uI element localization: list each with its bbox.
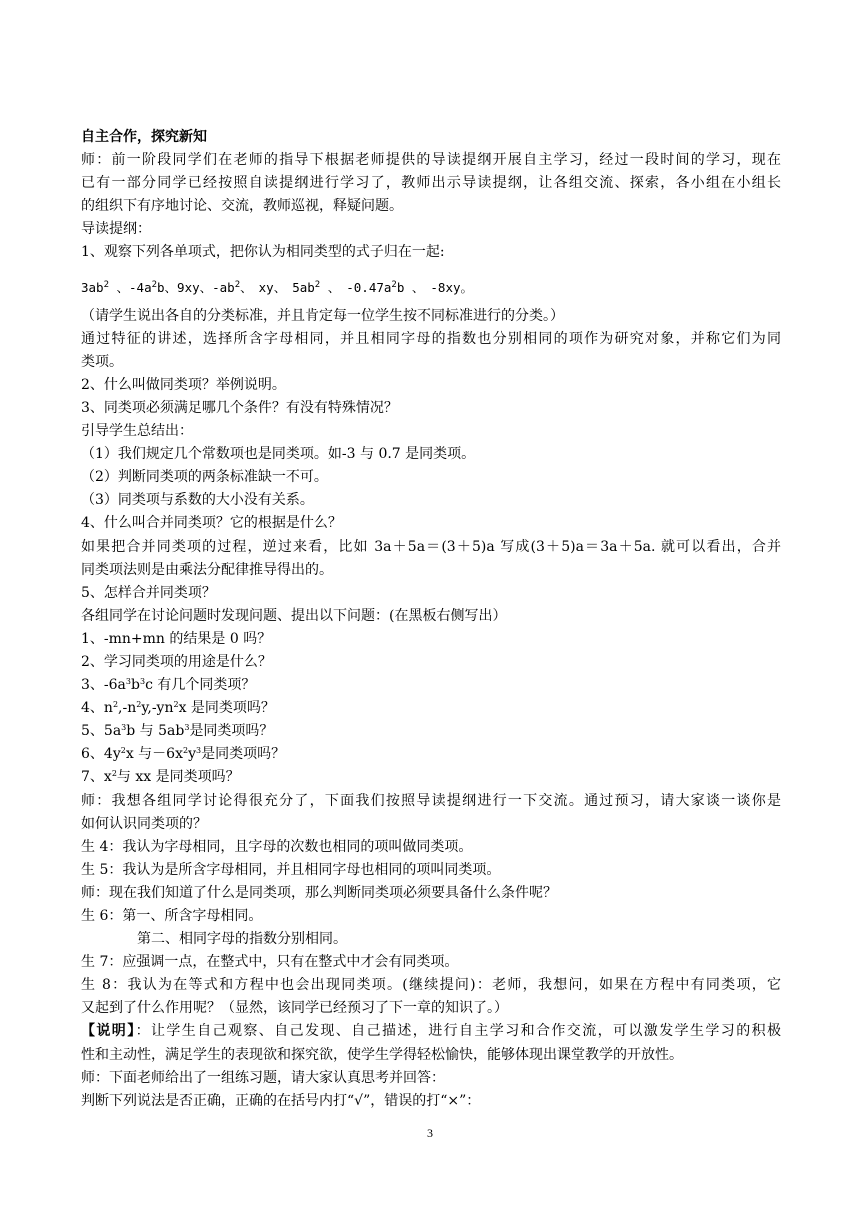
paragraph-line: 同类项法则是由乘法分配律推导得出的。 [81,561,333,578]
paragraph-line: 师：前一阶段同学们在老师的指导下根据老师提供的导读提纲开展自主学习，经过一段时间的学习，现在 [81,152,781,169]
student-6-answer-cont: 第二、相同字母的指数分别相同。 [137,931,347,948]
judge-instruction: 判断下列说法是否正确，正确的在括号内打“√”，错误的打“×”： [81,1092,481,1109]
conclusion-1: （1）我们规定几个常数项也是同类项。如-3 与 0.7 是同类项。 [81,446,476,463]
student-5-answer: 生 5：我认为是所含字母相同，并且相同字母也相同的项叫同类项。 [81,861,501,878]
monomial-list: $3ab^2$ 、$-4a^2b$、9xy、$-ab^2$、 xy、 $5ab^2$ 、 $-0.47a^2b$ 、 -8xy。 [81,279,473,295]
paragraph-line: 如果把合并同类项的过程，逆过来看，比如 3a＋5a＝(3＋5)a 写成(3＋5)a＝3a＋5a. 就可以看出，合并 [81,538,781,555]
student-4-answer: 生 4：我认为字母相同，且字母的次数也相同的项叫做同类项。 [81,838,473,855]
student-6-answer: 生 6：第一、所含字母相同。 [81,908,263,924]
paragraph-line: 师：我想各组同学讨论得很充分了，下面我们按照导读提纲进行一下交流。通过预习，请大家谈一谈你是 [81,792,781,809]
question-3: 3、同类项必须满足哪几个条件？有没有特殊情况？ [81,399,398,416]
student-question-1: 1、-mn+mn 的结果是 0 吗？ [81,630,272,647]
student-7-answer: 生 7：应强调一点，在整式中，只有在整式中才会有同类项。 [81,954,459,971]
page-body [81,126,781,1113]
student-question-3: 3、$-6a^3b^3c$ 有几个同类项？ [81,677,256,694]
note: （请学生说出各自的分类标准，并且肯定每一位学生按不同标准进行的分类。） [81,307,564,324]
page-number: 3 [427,1126,433,1140]
student-question-4: 4、$n^2,-n^2y,-yn^2x$ 是同类项吗？ [81,700,275,717]
question-5: 5、怎样合并同类项？ [81,584,216,601]
teacher-line: 师：下面老师给出了一组练习题，请大家认真思考并回答： [81,1069,445,1086]
explanation-cont: 性和主动性，满足学生的表现欲和探究欲，使学生学得轻松愉快，能够体现出课堂教学的开放性。 [81,1046,683,1063]
guide-line: 引导学生总结出： [81,423,193,440]
paragraph-line: 如何认识同类项的？ [81,815,207,832]
paragraph-line: 的组织下有序地讨论、交流，教师巡视，释疑问题。 [81,198,403,215]
conclusion-3: （3）同类项与系数的大小没有关系。 [81,492,314,509]
teacher-line: 师：现在我们知道了什么是同类项，那么判断同类项必须要具备什么条件呢？ [81,884,557,901]
explanation-label: 【说明】 [81,1023,136,1040]
question-4: 4、什么叫合并同类项？它的根据是什么？ [81,515,342,532]
question-2: 2、什么叫做同类项？举例说明。 [81,376,286,393]
student-question-6: 6、$4y^2x$ 与$-6x^2y^3$是同类项吗？ [81,746,286,763]
student-8-answer: 生 8：我认为在等式和方程中也会出现同类项。(继续提问)：老师，我想问，如果在方程中有同类项，它 [81,977,781,994]
explanation: 【说明】：让学生自己观察、自己发现、自己描述，进行自主学习和合作交流，可以激发学生学习的积极 [81,1023,782,1040]
paragraph-line: 各组同学在讨论问题时发现问题、提出以下问题：(在黑板右侧写出） [81,607,507,624]
paragraph-line: 类项。 [81,353,123,370]
conclusion-2: （2）判断同类项的两条标准缺一不可。 [81,469,328,486]
outline-label: 导读提纲： [81,221,151,238]
question-1: 1、观察下列各单项式，把你认为相同类型的式子归在一起: [81,244,445,261]
student-question-2: 2、学习同类项的用途是什么？ [81,653,272,670]
student-question-7: 7、$x^2$与 xx 是同类项吗？ [81,769,240,786]
paragraph-line: 已有一部分同学已经按照自读提纲进行学习了，教师出示导读提纲，让各组交流、探索，各小组在小组长 [81,175,781,192]
student-question-5: 5、$5a^3b$ 与 $5ab^3$是同类项吗？ [81,723,274,740]
paragraph-line: 通过特征的讲述，选择所含字母相同，并且相同字母的指数也分别相同的项作为研究对象，并称它们为同 [81,330,781,347]
section-heading: 自主合作，探究新知 [81,129,207,145]
student-8-answer-cont: 又起到了什么作用呢？（显然，该同学已经预习了下一章的知识了。） [81,1000,508,1017]
